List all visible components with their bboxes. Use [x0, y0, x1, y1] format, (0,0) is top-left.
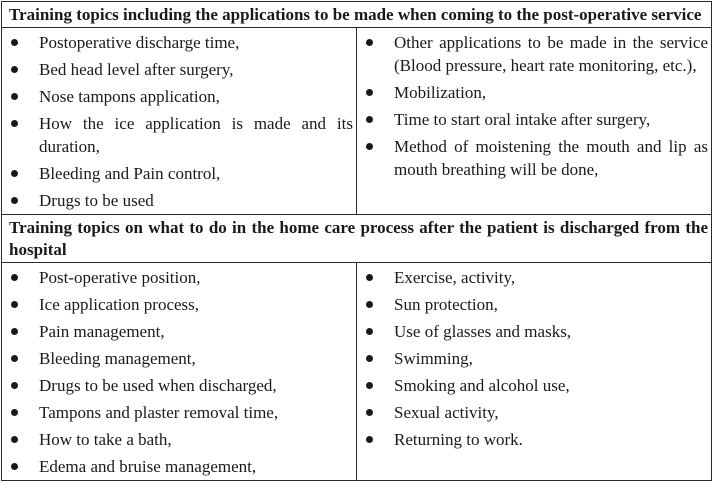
list-item-text: Smoking and alcohol use,: [394, 376, 570, 395]
bullet-icon: [11, 355, 18, 362]
bullet-icon: [366, 89, 373, 96]
list-item: [2, 428, 356, 451]
bullet-icon: [366, 39, 373, 46]
list-item-text: Bleeding management,: [39, 349, 196, 368]
section-2-heading-row: [2, 215, 712, 263]
list-item: [357, 135, 711, 181]
bullet-icon: [366, 274, 373, 281]
bullet-icon: [11, 93, 18, 100]
bullet-icon: [366, 143, 373, 150]
section-1-items-row: [2, 28, 712, 215]
bullet-icon: [366, 328, 373, 335]
bullet-icon: [11, 66, 18, 73]
bullet-icon: [366, 409, 373, 416]
list-item-text: Mobilization,: [394, 83, 487, 102]
list-item: [2, 455, 356, 478]
section-2-left-list: [2, 266, 356, 478]
bullet-icon: [366, 355, 373, 362]
section-2-right-list: [357, 266, 711, 451]
list-item: [2, 85, 356, 108]
section-1-heading-row: [2, 2, 712, 28]
list-item-text: Postoperative discharge time,: [39, 33, 240, 52]
bullet-icon: [11, 409, 18, 416]
list-item: [2, 320, 356, 343]
list-item-text: Bed head level after surgery,: [39, 60, 234, 79]
list-item-text: Exercise, activity,: [394, 268, 516, 287]
list-item: [357, 293, 711, 316]
list-item: [2, 112, 356, 158]
list-item: [357, 81, 711, 104]
list-item: [357, 401, 711, 424]
bullet-icon: [366, 301, 373, 308]
bullet-icon: [11, 274, 18, 281]
bullet-icon: [11, 301, 18, 308]
list-item: [357, 374, 711, 397]
section-1-left-cell: [2, 28, 357, 215]
section-1-right-list: [357, 31, 711, 181]
bullet-icon: [11, 120, 18, 127]
bullet-icon: [366, 116, 373, 123]
list-item: [357, 347, 711, 370]
list-item: [2, 162, 356, 185]
list-item: [2, 293, 356, 316]
list-item: [2, 347, 356, 370]
list-item: [357, 31, 711, 77]
list-item: [357, 320, 711, 343]
training-topics-table: [1, 1, 712, 481]
bullet-icon: [11, 39, 18, 46]
list-item-text: Edema and bruise management,: [39, 457, 257, 476]
list-item: [2, 401, 356, 424]
section-2-heading: Training topics on what to do in the home care process after the patient is discharged from the hospital: [2, 215, 712, 263]
bullet-icon: [11, 382, 18, 389]
bullet-icon: [366, 382, 373, 389]
section-1-right-cell: [357, 28, 712, 215]
list-item-text: Method of moistening the mouth and lip as mouth breathing will be done,: [394, 137, 708, 179]
list-item-text: Time to start oral intake after surgery,: [394, 110, 651, 129]
list-item: [2, 58, 356, 81]
list-item-text: Returning to work.: [394, 430, 523, 449]
list-item-text: Drugs to be used: [39, 191, 154, 210]
list-item-text: Use of glasses and masks,: [394, 322, 572, 341]
bullet-icon: [11, 197, 18, 204]
list-item: [2, 266, 356, 289]
section-2-items-row: [2, 263, 712, 481]
list-item-text: Post-operative position,: [39, 268, 201, 287]
list-item-text: Bleeding and Pain control,: [39, 164, 221, 183]
list-item-text: How the ice application is made and its duration,: [39, 114, 353, 156]
list-item: [357, 266, 711, 289]
list-item-text: Tampons and plaster removal time,: [39, 403, 279, 422]
bullet-icon: [11, 463, 18, 470]
list-item: [2, 374, 356, 397]
bullet-icon: [366, 436, 373, 443]
section-2-left-cell: [2, 263, 357, 481]
section-2-right-cell: [357, 263, 712, 481]
list-item: [2, 31, 356, 54]
bullet-icon: [11, 436, 18, 443]
list-item-text: Sexual activity,: [394, 403, 499, 422]
list-item-text: How to take a bath,: [39, 430, 172, 449]
bullet-icon: [11, 328, 18, 335]
list-item: [357, 108, 711, 131]
list-item: [357, 428, 711, 451]
list-item-text: Sun protection,: [394, 295, 498, 314]
list-item-text: Other applications to be made in the service (Blood pressure, heart rate monitoring, etc.),: [394, 33, 708, 75]
section-1-heading: Training topics including the applications to be made when coming to the post-operative service: [2, 2, 712, 28]
section-1-left-list: [2, 31, 356, 212]
list-item: [2, 189, 356, 212]
list-item-text: Nose tampons application,: [39, 87, 220, 106]
list-item-text: Swimming,: [394, 349, 473, 368]
list-item-text: Ice application process,: [39, 295, 200, 314]
list-item-text: Drugs to be used when discharged,: [39, 376, 277, 395]
list-item-text: Pain management,: [39, 322, 165, 341]
bullet-icon: [11, 170, 18, 177]
